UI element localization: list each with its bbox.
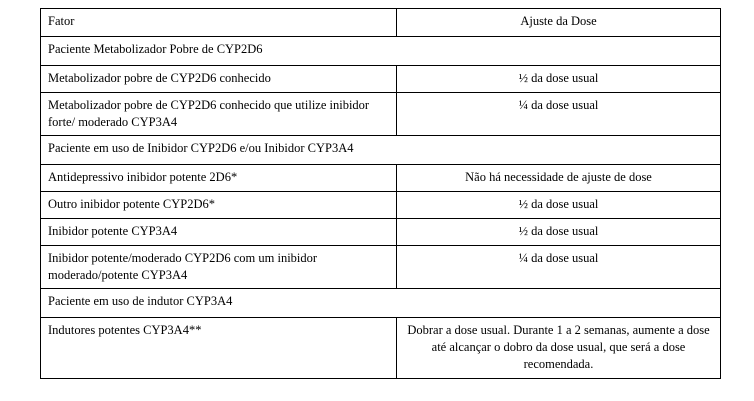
- section-row: [41, 136, 721, 165]
- fator-cell: Antidepressivo inibidor potente 2D6*: [41, 165, 397, 192]
- table-row: [41, 192, 721, 219]
- table-row: [41, 66, 721, 93]
- section-row: [41, 289, 721, 318]
- table-row: [41, 246, 721, 289]
- fator-cell: Inibidor potente/moderado CYP2D6 com um inibidor moderado/potente CYP3A4: [41, 246, 397, 289]
- fator-cell: Inibidor potente CYP3A4: [41, 219, 397, 246]
- header-ajuste: Ajuste da Dose: [397, 9, 721, 37]
- ajuste-cell: ¼ da dose usual: [397, 93, 721, 136]
- fator-cell: Indutores potentes CYP3A4**: [41, 318, 397, 379]
- ajuste-cell: ½ da dose usual: [397, 192, 721, 219]
- ajuste-cell: Dobrar a dose usual. Durante 1 a 2 semanas, aumente a dose até alcançar o dobro da dose usual, que será a dose recomendada.: [397, 318, 721, 379]
- dose-adjustment-table: [40, 8, 721, 379]
- section-row: [41, 37, 721, 66]
- section-title-indutor: Paciente em uso de indutor CYP3A4: [41, 289, 721, 318]
- fator-cell: Outro inibidor potente CYP2D6*: [41, 192, 397, 219]
- table-row: [41, 219, 721, 246]
- table-row: [41, 165, 721, 192]
- ajuste-cell: ½ da dose usual: [397, 66, 721, 93]
- table-row: [41, 93, 721, 136]
- ajuste-cell: Não há necessidade de ajuste de dose: [397, 165, 721, 192]
- table-header-row: [41, 9, 721, 37]
- table-row: [41, 318, 721, 379]
- fator-cell: Metabolizador pobre de CYP2D6 conhecido: [41, 66, 397, 93]
- ajuste-cell: ¼ da dose usual: [397, 246, 721, 289]
- header-fator: Fator: [41, 9, 397, 37]
- section-title-metabolizador: Paciente Metabolizador Pobre de CYP2D6: [41, 37, 721, 66]
- fator-cell: Metabolizador pobre de CYP2D6 conhecido que utilize inibidor forte/ moderado CYP3A4: [41, 93, 397, 136]
- ajuste-cell: ½ da dose usual: [397, 219, 721, 246]
- section-title-inibidor: Paciente em uso de Inibidor CYP2D6 e/ou Inibidor CYP3A4: [41, 136, 721, 165]
